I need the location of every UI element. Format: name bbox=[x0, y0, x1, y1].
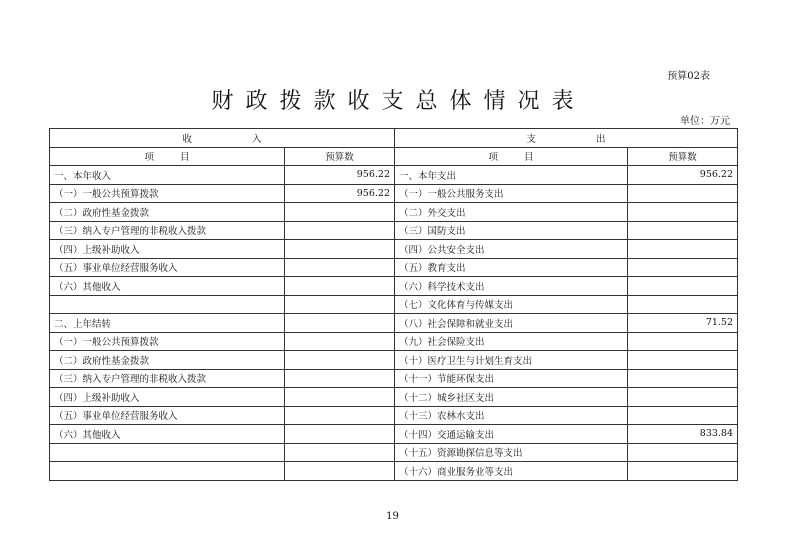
income-value-cell bbox=[285, 258, 395, 277]
group-header-row bbox=[50, 129, 738, 148]
expense-value-cell bbox=[628, 351, 738, 370]
income-item-cell: （一）一般公共预算拨款 bbox=[50, 332, 285, 351]
income-item-cell: 一、本年收入 bbox=[50, 166, 285, 185]
income-value-cell: 956.22 bbox=[285, 166, 395, 185]
expense-item-cell: （八）社会保障和就业支出 bbox=[395, 314, 628, 333]
income-value-cell bbox=[285, 332, 395, 351]
budget-table bbox=[49, 128, 738, 481]
expense-item-cell: （一）一般公共服务支出 bbox=[395, 184, 628, 203]
income-value-cell bbox=[285, 351, 395, 370]
page-title: 财政拨款收支总体情况表 bbox=[211, 89, 586, 114]
income-item-cell bbox=[50, 462, 285, 481]
expense-item-cell: （九）社会保险支出 bbox=[395, 332, 628, 351]
expense-item-cell: （六）科学技术支出 bbox=[395, 277, 628, 296]
table-row bbox=[50, 443, 738, 462]
expense-item-cell: （五）教育支出 bbox=[395, 258, 628, 277]
table-row bbox=[50, 332, 738, 351]
income-value-cell bbox=[285, 388, 395, 407]
table-row bbox=[50, 240, 738, 259]
income-item-cell: （五）事业单位经营服务收入 bbox=[50, 258, 285, 277]
expense-value-cell bbox=[628, 462, 738, 481]
income-value-cell bbox=[285, 221, 395, 240]
expense-item-cell: （四）公共安全支出 bbox=[395, 240, 628, 259]
expense-item-header: 项目 bbox=[395, 147, 628, 166]
expense-value-cell bbox=[628, 277, 738, 296]
income-item-cell: （四）上级补助收入 bbox=[50, 240, 285, 259]
income-item-cell bbox=[50, 295, 285, 314]
income-item-cell: （三）纳入专户管理的非税收入拨款 bbox=[50, 369, 285, 388]
expense-value-cell bbox=[628, 221, 738, 240]
expense-budget-header: 预算数 bbox=[628, 147, 738, 166]
income-value-cell bbox=[285, 369, 395, 388]
table-row bbox=[50, 462, 738, 481]
income-item-cell: （一）一般公共预算拨款 bbox=[50, 184, 285, 203]
income-value-cell bbox=[285, 425, 395, 444]
table-row bbox=[50, 425, 738, 444]
table-row bbox=[50, 295, 738, 314]
expense-value-cell bbox=[628, 295, 738, 314]
table-row bbox=[50, 203, 738, 222]
table-code: 预算02表 bbox=[667, 71, 710, 82]
income-item-cell: （三）纳入专户管理的非税收入拨款 bbox=[50, 221, 285, 240]
income-item-cell: （六）其他收入 bbox=[50, 425, 285, 444]
expense-item-cell: （十四）交通运输支出 bbox=[395, 425, 628, 444]
table-row bbox=[50, 406, 738, 425]
expense-item-cell: （十五）资源勘探信息等支出 bbox=[395, 443, 628, 462]
expense-item-cell: （十二）城乡社区支出 bbox=[395, 388, 628, 407]
table-row bbox=[50, 314, 738, 333]
expense-item-cell: （二）外交支出 bbox=[395, 203, 628, 222]
income-item-cell bbox=[50, 443, 285, 462]
table-row bbox=[50, 388, 738, 407]
income-value-cell bbox=[285, 406, 395, 425]
income-value-cell bbox=[285, 295, 395, 314]
expense-value-cell bbox=[628, 258, 738, 277]
expense-item-cell: （十六）商业服务业等支出 bbox=[395, 462, 628, 481]
table-row bbox=[50, 277, 738, 296]
table-row bbox=[50, 258, 738, 277]
income-item-cell: （六）其他收入 bbox=[50, 277, 285, 296]
table-row bbox=[50, 166, 738, 185]
income-value-cell bbox=[285, 443, 395, 462]
column-header-row bbox=[50, 147, 738, 166]
expense-group-header: 支出 bbox=[395, 129, 738, 148]
expense-value-cell bbox=[628, 203, 738, 222]
expense-value-cell: 956.22 bbox=[628, 166, 738, 185]
expense-value-cell bbox=[628, 369, 738, 388]
expense-item-cell: （三）国防支出 bbox=[395, 221, 628, 240]
expense-item-cell: （七）文化体育与传媒支出 bbox=[395, 295, 628, 314]
expense-value-cell bbox=[628, 240, 738, 259]
expense-value-cell bbox=[628, 332, 738, 351]
income-value-cell bbox=[285, 314, 395, 333]
unit-label: 单位：万元 bbox=[680, 116, 730, 127]
income-value-cell bbox=[285, 277, 395, 296]
expense-item-cell: 一、本年支出 bbox=[395, 166, 628, 185]
income-item-cell: （二）政府性基金拨款 bbox=[50, 351, 285, 370]
expense-value-cell bbox=[628, 406, 738, 425]
table-row bbox=[50, 351, 738, 370]
income-item-cell: （二）政府性基金拨款 bbox=[50, 203, 285, 222]
income-item-cell: （五）事业单位经营服务收入 bbox=[50, 406, 285, 425]
income-value-cell bbox=[285, 462, 395, 481]
expense-value-cell: 71.52 bbox=[628, 314, 738, 333]
expense-item-cell: （十一）节能环保支出 bbox=[395, 369, 628, 388]
income-item-cell: （四）上级补助收入 bbox=[50, 388, 285, 407]
income-item-header: 项目 bbox=[50, 147, 285, 166]
expense-value-cell: 833.84 bbox=[628, 425, 738, 444]
page-number: 19 bbox=[386, 511, 399, 522]
expense-value-cell bbox=[628, 184, 738, 203]
income-budget-header: 预算数 bbox=[285, 147, 395, 166]
expense-value-cell bbox=[628, 388, 738, 407]
table-row bbox=[50, 221, 738, 240]
table-row bbox=[50, 184, 738, 203]
income-value-cell bbox=[285, 240, 395, 259]
income-value-cell bbox=[285, 203, 395, 222]
income-group-header: 收入 bbox=[50, 129, 395, 148]
expense-value-cell bbox=[628, 443, 738, 462]
income-value-cell: 956.22 bbox=[285, 184, 395, 203]
table-row bbox=[50, 369, 738, 388]
income-item-cell: 二、上年结转 bbox=[50, 314, 285, 333]
expense-item-cell: （十）医疗卫生与计划生育支出 bbox=[395, 351, 628, 370]
expense-item-cell: （十三）农林水支出 bbox=[395, 406, 628, 425]
